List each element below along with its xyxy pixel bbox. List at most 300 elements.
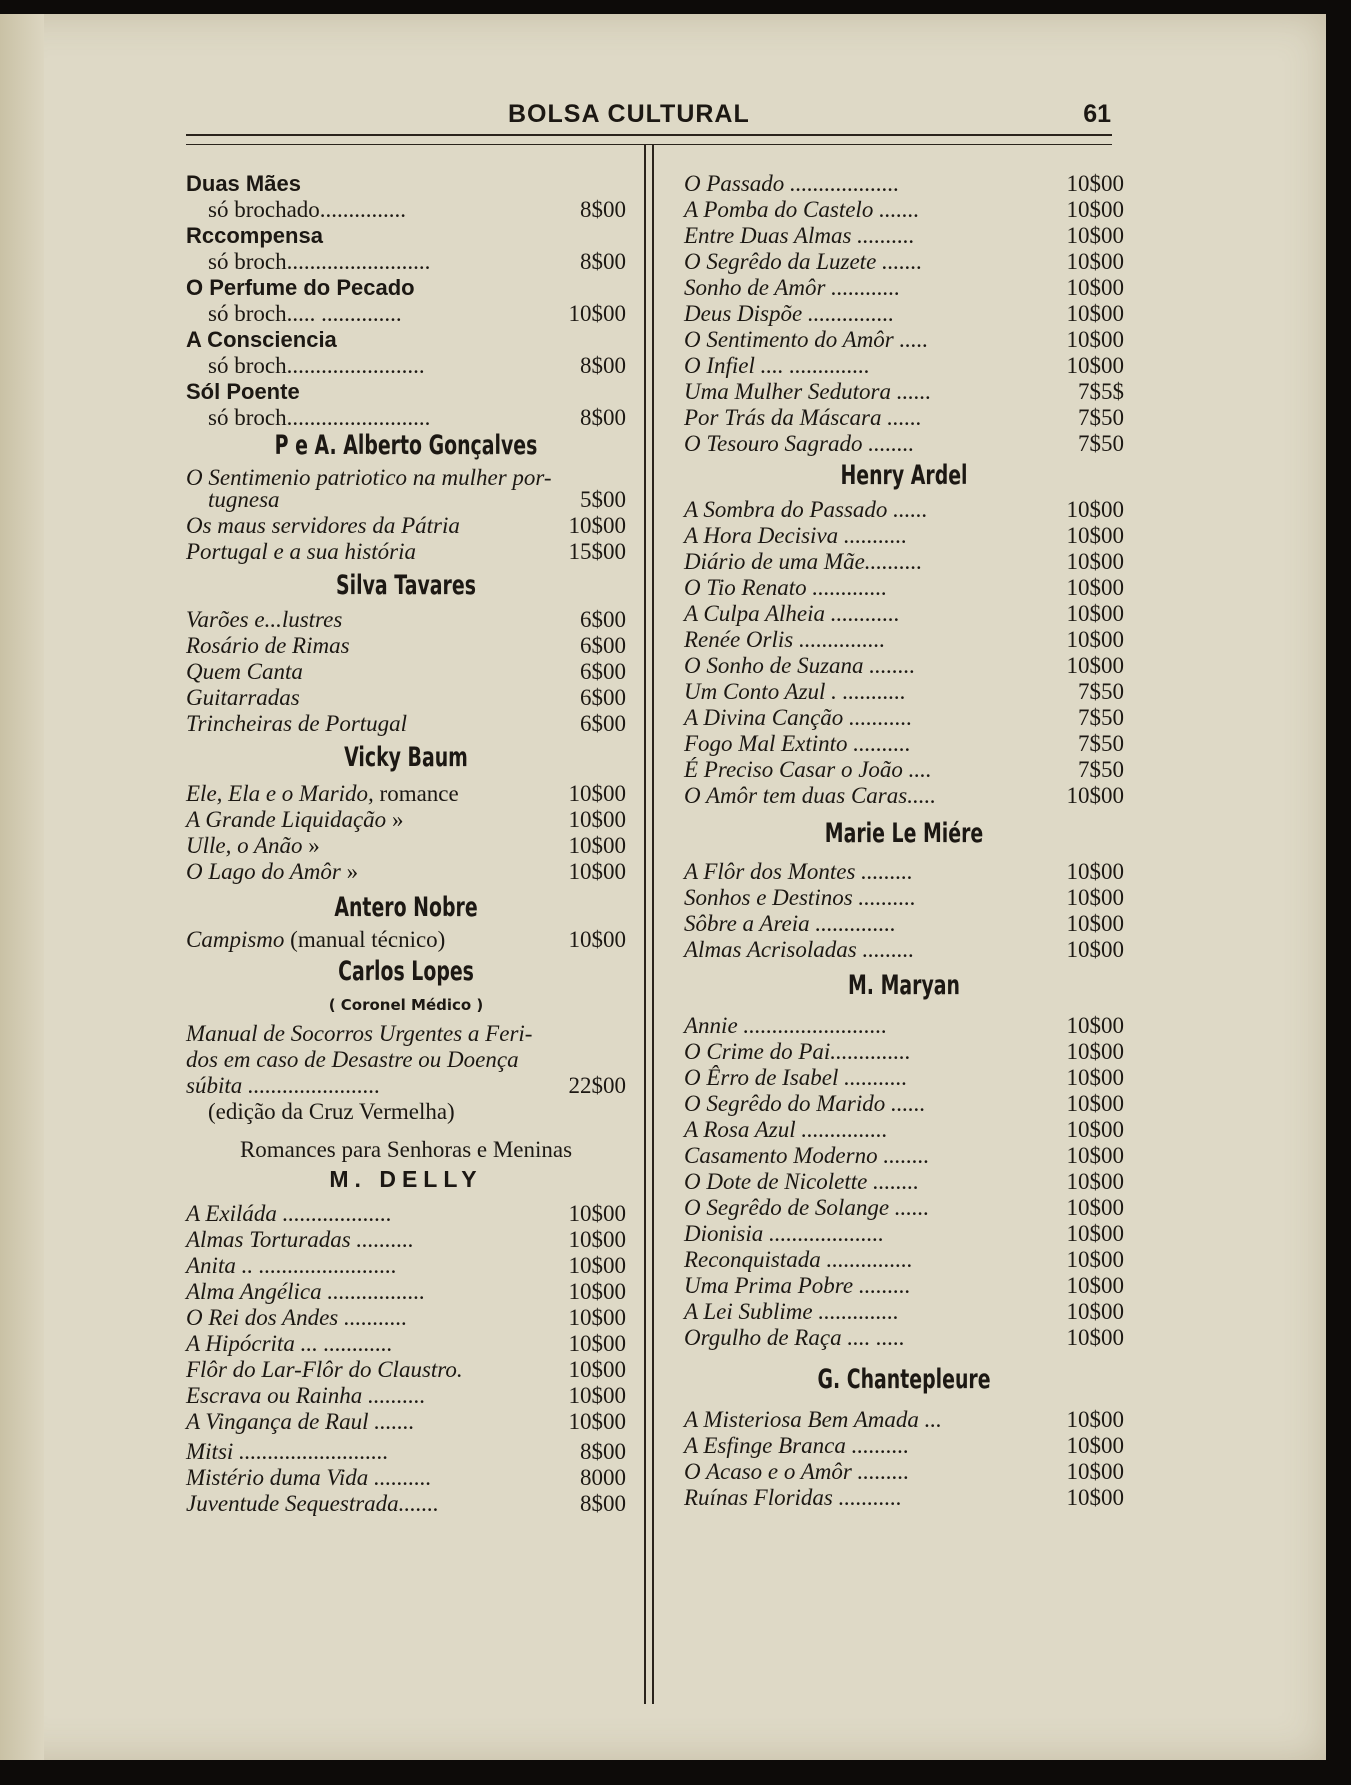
entry-title-text: É Preciso Casar o João ....	[684, 757, 932, 782]
entry-title	[186, 512, 460, 540]
catalog-entry	[684, 430, 1124, 458]
entry-title	[684, 1458, 909, 1486]
catalog-entry	[684, 756, 1124, 784]
entry-title-text: O Êrro de Isabel ...........	[684, 1065, 908, 1090]
entry-price: 10$00	[568, 927, 626, 952]
entry-title	[186, 926, 445, 954]
entry-price: 10$00	[568, 513, 626, 538]
entry-title-text: Alma Angélica .................	[186, 1279, 426, 1304]
entry-title	[684, 300, 894, 328]
author-heading: Antero Nobre	[334, 892, 478, 923]
entry-title-text: Sonho de Amôr ............	[684, 275, 901, 300]
entry-title-text: O Dote de Nicolette ........	[684, 1169, 920, 1194]
catalog-entry	[684, 884, 1124, 912]
entry-price: 10$00	[1066, 885, 1124, 910]
catalog-entry	[684, 300, 1124, 328]
catalog-entry	[684, 936, 1124, 964]
entry-price: 10$00	[1066, 783, 1124, 808]
entry-title-text: Mitsi ..........................	[186, 1439, 389, 1464]
entry-price: 6$00	[580, 685, 626, 710]
entry-title	[186, 632, 350, 660]
entry-price: 10$00	[1066, 1247, 1124, 1272]
entry-title	[684, 652, 915, 680]
catalog-entry	[186, 858, 626, 886]
entry-binding: só brochado...............	[208, 197, 407, 222]
entry-note: »	[386, 807, 404, 832]
entry-title-text: A Lei Sublime ..............	[684, 1299, 899, 1324]
catalog-entry	[684, 170, 1124, 198]
catalog-entry	[186, 1226, 626, 1254]
catalog-entry	[186, 1278, 626, 1306]
entry-title	[684, 782, 936, 810]
catalog-entry	[684, 1458, 1124, 1486]
entry-title	[684, 756, 932, 784]
catalog-entry	[684, 600, 1124, 628]
entry-title-text: Por Trás da Máscara ......	[684, 405, 922, 430]
catalog-entry	[684, 704, 1124, 732]
entry-price: 10$00	[1066, 601, 1124, 626]
entry-title	[684, 352, 870, 380]
catalog-entry	[684, 626, 1124, 654]
entry-title	[684, 1432, 909, 1460]
entry-line: dos em caso de Desastre ou Doença	[186, 1047, 519, 1072]
entry-title	[684, 936, 914, 964]
entry-title	[186, 684, 300, 712]
entry-title-text: Ruínas Floridas ...........	[684, 1485, 902, 1510]
entry-title	[684, 910, 896, 938]
entry-title: Duas Mães	[186, 171, 301, 196]
entry-title	[684, 248, 922, 276]
entry-title-text: Renée Orlis ...............	[684, 627, 886, 652]
author-heading: Henry Ardel	[840, 460, 968, 491]
entry-title-text: Dionisia ....................	[684, 1221, 884, 1246]
catalog-entry	[684, 910, 1124, 938]
entry-title-text: Deus Dispõe ...............	[684, 301, 895, 326]
entry-title-text: Ele, Ela e o Marido,	[186, 781, 374, 806]
entry-price: 10$00	[1066, 1221, 1124, 1246]
entry-price: 7$50	[1078, 431, 1124, 456]
entry-title-text: A Divina Canção ...........	[684, 705, 913, 730]
entry-title-text: A Rosa Azul ...............	[684, 1117, 888, 1142]
catalog-entry	[186, 926, 626, 954]
entry-title-text: Quem Canta	[186, 659, 303, 684]
entry-title	[684, 730, 911, 758]
entry-title	[684, 196, 919, 224]
entry-title	[684, 496, 928, 524]
entry-title	[684, 1324, 905, 1352]
entry-title	[186, 658, 303, 686]
column-divider	[644, 144, 654, 1704]
catalog-entry	[186, 1072, 626, 1100]
entry-price: 10$00	[1066, 275, 1124, 300]
entry-title	[684, 626, 885, 654]
catalog-entry	[684, 1324, 1124, 1352]
catalog-entry	[684, 326, 1124, 354]
catalog-entry	[186, 832, 626, 860]
catalog-entry	[186, 710, 626, 738]
entry-title-text: O Segrêdo do Marido ......	[684, 1091, 926, 1116]
entry-price: 15$00	[568, 539, 626, 564]
catalog-entry	[684, 1272, 1124, 1300]
entry-title	[186, 858, 358, 886]
author-heading: Carlos Lopes	[338, 956, 474, 987]
entry-title	[684, 1116, 888, 1144]
entry-price: 7$5$	[1078, 379, 1124, 404]
entry-price: 10$00	[1066, 301, 1124, 326]
entry-title-text: O Sonho de Suzana ........	[684, 653, 916, 678]
entry-title-text: A Vingança de Raul .......	[186, 1409, 415, 1434]
entry-title	[186, 1490, 439, 1518]
catalog-entry	[684, 730, 1124, 758]
entry-price: 10$00	[1066, 1065, 1124, 1090]
entry-price: 10$00	[1066, 627, 1124, 652]
entry-price: 10$00	[1066, 1433, 1124, 1458]
entry-title	[684, 1194, 929, 1222]
entry-title-text: Guitarradas	[186, 685, 300, 710]
catalog-entry	[186, 486, 626, 514]
entry-title	[186, 1226, 414, 1254]
catalog-entry	[186, 326, 626, 354]
catalog-entry	[186, 1490, 626, 1518]
entry-title-text: Campismo	[186, 927, 285, 952]
entry-title	[684, 600, 900, 628]
author-subtitle: ( Coronel Médico )	[328, 996, 484, 1014]
catalog-entry	[186, 684, 626, 712]
entry-title-text: Trincheiras de Portugal	[186, 711, 408, 736]
entry-title	[186, 1382, 426, 1410]
catalog-entry	[684, 496, 1124, 524]
entry-title	[684, 1168, 919, 1196]
catalog-entry	[186, 1304, 626, 1332]
catalog-entry	[684, 1116, 1124, 1144]
author-heading: Silva Tavares	[336, 570, 476, 601]
entry-binding: só broch.........................	[208, 405, 431, 430]
entry-price: 10$00	[1066, 549, 1124, 574]
entry-price: 7$50	[1078, 705, 1124, 730]
entry-title	[208, 486, 280, 514]
entry-title	[684, 326, 928, 354]
catalog-entry	[186, 222, 626, 250]
entry-price: 7$50	[1078, 731, 1124, 756]
entry-title	[186, 1200, 392, 1228]
entry-price: 10$00	[1066, 523, 1124, 548]
catalog-entry	[186, 378, 626, 406]
entry-price: 6$00	[580, 711, 626, 736]
entry-title-text: Anita .. ........................	[186, 1253, 397, 1278]
entry-title	[684, 1406, 942, 1434]
entry-title-text: A Esfinge Branca ..........	[684, 1433, 910, 1458]
entry-title-text: Rosário de Rimas	[186, 633, 350, 658]
entry-price: 10$00	[1066, 1407, 1124, 1432]
entry-title-text: A Hipócrita ... ............	[186, 1331, 393, 1356]
entry-title-text: Sôbre a Areia ..............	[684, 911, 896, 936]
catalog-entry	[186, 170, 626, 198]
entry-line: Manual de Socorros Urgentes a Feri-	[186, 1021, 533, 1046]
catalog-entry	[684, 1220, 1124, 1248]
entry-price: 8000	[580, 1465, 626, 1490]
entry-price: 10$00	[568, 859, 626, 884]
entry-title	[186, 606, 342, 634]
catalog-entry	[186, 1382, 626, 1410]
catalog-entry	[684, 248, 1124, 276]
entry-price: 10$00	[568, 1201, 626, 1226]
entry-price: 10$00	[1066, 1013, 1124, 1038]
entry-line: O Sentimenio patriotico na mulher por-	[186, 465, 552, 490]
entry-title	[684, 884, 916, 912]
catalog-entry	[684, 196, 1124, 224]
entry-title-text: Almas Torturadas ..........	[186, 1227, 414, 1252]
catalog-entry	[186, 196, 626, 224]
entry-title	[684, 430, 914, 458]
section-heading: Romances para Senhoras e Meninas	[239, 1137, 573, 1162]
catalog-entry	[186, 1438, 626, 1466]
entry-title	[684, 1064, 907, 1092]
author-heading: M. DELLY	[329, 1166, 483, 1192]
entry-price: 10$00	[1066, 1459, 1124, 1484]
catalog-entry	[684, 404, 1124, 432]
entry-title-text: Varões e...lustres	[186, 607, 343, 632]
entry-title-text: O Rei dos Andes ...........	[186, 1305, 408, 1330]
entry-price: 10$00	[568, 301, 626, 326]
entry-price: 10$00	[1066, 1325, 1124, 1350]
catalog-entry	[684, 1484, 1124, 1512]
catalog-entry	[684, 574, 1124, 602]
entry-title: Rccompensa	[186, 223, 323, 248]
entry-price: 10$00	[568, 1331, 626, 1356]
entry-title-text: A Flôr dos Montes .........	[684, 859, 913, 884]
catalog-entry	[186, 512, 626, 540]
entry-title-text: Portugal e a sua história	[186, 539, 417, 564]
entry-price: 10$00	[1066, 197, 1124, 222]
catalog-entry	[186, 806, 626, 834]
entry-price: 10$00	[568, 833, 626, 858]
entry-title	[186, 538, 416, 566]
entry-title-text: Escrava ou Rainha ..........	[186, 1383, 426, 1408]
entry-price: 7$50	[1078, 679, 1124, 704]
entry-title	[684, 1090, 925, 1118]
catalog-entry	[186, 352, 626, 380]
entry-price: 10$00	[568, 1305, 626, 1330]
entry-title-text: Casamento Moderno ........	[684, 1143, 930, 1168]
entry-price: 10$00	[568, 1383, 626, 1408]
catalog-entry	[186, 658, 626, 686]
entry-price: 10$00	[568, 1253, 626, 1278]
catalog-entry	[684, 222, 1124, 250]
catalog-entry	[186, 1330, 626, 1358]
catalog-entry	[186, 780, 626, 808]
catalog-entry	[684, 652, 1124, 680]
entry-title-text: Diário de uma Mãe..........	[684, 549, 923, 574]
entry-price: 10$00	[1066, 1169, 1124, 1194]
entry-price: 10$00	[1066, 1485, 1124, 1510]
entry-title	[186, 1072, 380, 1100]
catalog-entry	[684, 378, 1124, 406]
entry-title	[684, 378, 931, 406]
entry-title	[186, 780, 459, 808]
entry-price: 10$00	[1066, 353, 1124, 378]
catalog-entry	[684, 1298, 1124, 1326]
entry-title	[186, 710, 407, 738]
entry-price: 10$00	[1066, 1117, 1124, 1142]
entry-title-text: O Lago do Amôr	[186, 859, 341, 884]
entry-price: 10$00	[1066, 1091, 1124, 1116]
entry-title-text: Uma Prima Pobre .........	[684, 1273, 911, 1298]
author-heading: P e A. Alberto Gonçalves	[274, 430, 538, 461]
entry-title-text: O Sentimento do Amôr .....	[684, 327, 929, 352]
entry-title-text: Um Conto Azul . ...........	[684, 679, 906, 704]
entry-price: 6$00	[580, 633, 626, 658]
entry-title-text: O Infiel .... ..............	[684, 353, 870, 378]
author-heading: M. Maryan	[848, 970, 960, 1001]
entry-price: 8$00	[580, 405, 626, 430]
entry-title: O Perfume do Pecado	[186, 275, 415, 300]
entry-price: 10$00	[1066, 497, 1124, 522]
entry-title	[684, 704, 912, 732]
entry-price: 8$00	[580, 249, 626, 274]
entry-title-text: tugnesa	[208, 487, 280, 512]
entry-title-text: A Grande Liquidação	[186, 807, 387, 832]
entry-title	[186, 1252, 397, 1280]
entry-title-text: Entre Duas Almas ..........	[684, 223, 915, 248]
catalog-entry	[684, 678, 1124, 706]
catalog-entry	[684, 1246, 1124, 1274]
entry-title-text: Uma Mulher Sedutora ......	[684, 379, 932, 404]
entry-binding: só broch........................	[208, 353, 425, 378]
catalog-entry	[684, 1038, 1124, 1066]
entry-title-text: Orgulho de Raça .... .....	[684, 1325, 905, 1350]
page-edge	[0, 14, 44, 1760]
entry-title	[684, 1220, 884, 1248]
entry-title-text: Fogo Mal Extinto ..........	[684, 731, 911, 756]
entry-title	[186, 1278, 425, 1306]
entry-price: 8$00	[580, 353, 626, 378]
entry-title-text: Flôr do Lar-Flôr do Claustro.	[186, 1357, 463, 1382]
magazine-page	[0, 14, 1326, 1760]
author-heading: G. Chantepleure	[817, 1364, 991, 1395]
entry-price: 10$00	[1066, 1299, 1124, 1324]
entry-price: 10$00	[1066, 1143, 1124, 1168]
entry-price: 10$00	[568, 1357, 626, 1382]
entry-title-text: Mistério duma Vida ..........	[186, 1465, 432, 1490]
entry-title	[186, 832, 320, 860]
entry-title	[684, 548, 922, 576]
catalog-entry	[684, 1064, 1124, 1092]
entry-title-text: Almas Acrisoladas .........	[684, 937, 915, 962]
entry-title	[684, 1246, 913, 1274]
entry-title-text: O Passado ...................	[684, 171, 900, 196]
entry-title	[684, 678, 906, 706]
entry-price: 10$00	[1066, 327, 1124, 352]
catalog-entry	[684, 1168, 1124, 1196]
entry-price: 8$00	[580, 197, 626, 222]
entry-price: 22$00	[568, 1073, 626, 1098]
entry-title	[684, 404, 922, 432]
entry-title	[186, 1304, 407, 1332]
catalog-entry	[186, 1464, 626, 1492]
entry-price: 10$00	[1066, 171, 1124, 196]
running-header	[188, 100, 1113, 134]
entry-title	[684, 222, 915, 250]
entry-price: 10$00	[1066, 859, 1124, 884]
entry-title	[186, 1408, 414, 1436]
entry-price: 10$00	[568, 1227, 626, 1252]
entry-price: 10$00	[568, 1279, 626, 1304]
author-heading: Vicky Baum	[344, 742, 468, 773]
catalog-entry	[186, 248, 626, 276]
catalog-entry	[684, 1142, 1124, 1170]
entry-title	[684, 1298, 899, 1326]
entry-title-text: A Hora Decisiva ...........	[684, 523, 908, 548]
entry-title	[684, 1272, 911, 1300]
entry-title	[684, 574, 887, 602]
entry-title-text: Sonhos e Destinos ..........	[684, 885, 916, 910]
entry-price: 10$00	[1066, 937, 1124, 962]
catalog-entry	[684, 1432, 1124, 1460]
entry-title	[684, 1484, 902, 1512]
catalog-entry	[684, 1194, 1124, 1222]
entry-title	[684, 1142, 929, 1170]
entry-title-text: Ulle, o Anão	[186, 833, 303, 858]
entry-binding: só broch..... ..............	[208, 301, 402, 326]
entry-title	[684, 858, 913, 886]
catalog-entry	[186, 538, 626, 566]
entry-title-text: Reconquistada ...............	[684, 1247, 913, 1272]
author-heading: Marie Le Miére	[824, 818, 984, 849]
entry-title-text: Juventude Sequestrada.......	[186, 1491, 439, 1516]
entry-price: 5$00	[580, 487, 626, 512]
entry-price: 6$00	[580, 607, 626, 632]
entry-title-text: O Amôr tem duas Caras.....	[684, 783, 936, 808]
entry-price: 8$00	[580, 1439, 626, 1464]
catalog-entry	[684, 1090, 1124, 1118]
entry-title	[186, 1330, 393, 1358]
entry-title	[186, 1356, 463, 1384]
entry-price: 10$00	[1066, 1039, 1124, 1064]
entry-title	[186, 806, 403, 834]
entry-note: »	[340, 859, 359, 884]
entry-note: romance	[373, 781, 459, 806]
entry-title: Sól Poente	[186, 379, 300, 404]
entry-title-text: O Segrêdo de Solange ......	[684, 1195, 930, 1220]
entry-price: 6$00	[580, 659, 626, 684]
catalog-entry	[186, 300, 626, 328]
entry-title-text: O Segrêdo da Luzete .......	[684, 249, 923, 274]
entry-title-text: O Crime do Pai..............	[684, 1039, 911, 1064]
entry-title-text: A Exiláda ...................	[186, 1201, 392, 1226]
entry-price: 10$00	[1066, 1195, 1124, 1220]
entry-title	[684, 1038, 911, 1066]
entry-title	[684, 274, 900, 302]
catalog-entry	[684, 352, 1124, 380]
entry-price: 10$00	[568, 807, 626, 832]
entry-title-text: O Tio Renato .............	[684, 575, 888, 600]
entry-title-text: A Sombra do Passado ......	[684, 497, 928, 522]
entry-title-text: A Culpa Alheia ............	[684, 601, 900, 626]
entry-title-text: O Acaso e o Amôr .........	[684, 1459, 910, 1484]
entry-title	[186, 1464, 432, 1492]
entry-price: 8$00	[580, 1491, 626, 1516]
entry-price: 10$00	[1066, 575, 1124, 600]
entry-title-text: A Misteriosa Bem Amada ...	[684, 1407, 942, 1432]
entry-title	[684, 1012, 887, 1040]
entry-price: 10$00	[568, 781, 626, 806]
entry-title	[186, 1438, 389, 1466]
entry-title-text: A Pomba do Castelo .......	[684, 197, 920, 222]
entry-title-text: Os maus servidores da Pátria	[186, 513, 460, 538]
catalog-entry	[186, 274, 626, 302]
entry-price: 7$50	[1078, 405, 1124, 430]
entry-price: 10$00	[568, 1409, 626, 1434]
